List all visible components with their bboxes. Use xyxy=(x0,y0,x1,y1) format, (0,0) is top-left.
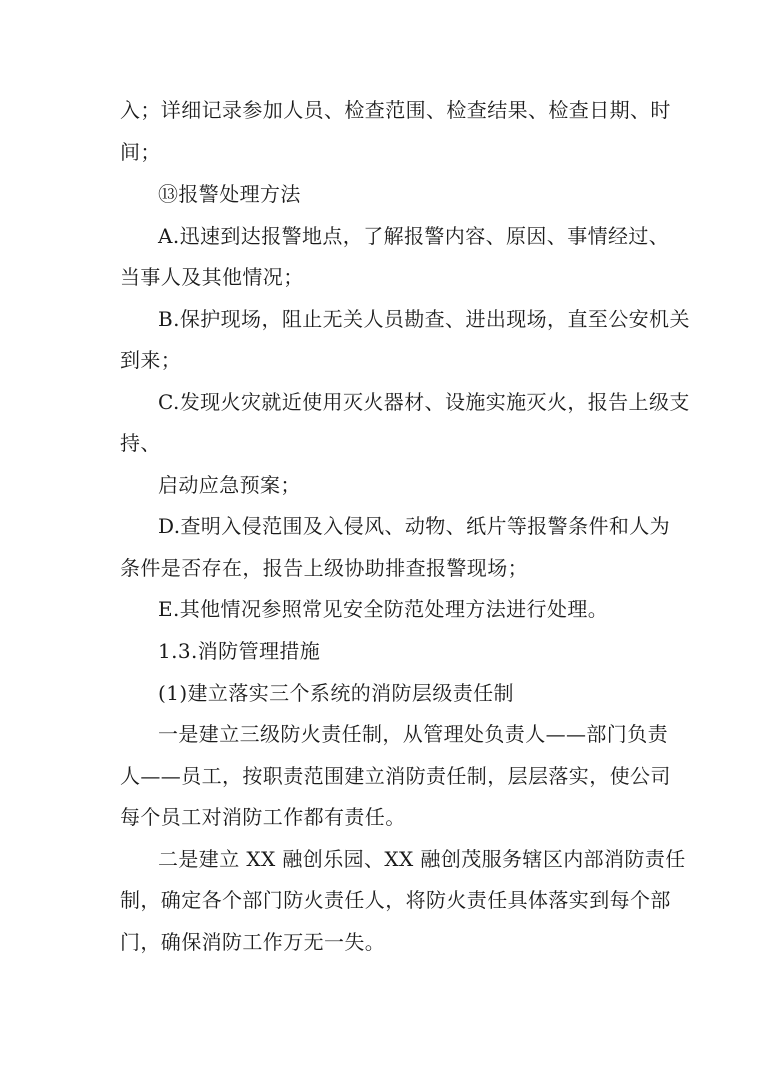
section-heading: 1.3.消防管理措施 xyxy=(158,639,321,663)
text-line: 二是建立 XX 融创乐园、XX 融创茂服务辖区内部消防责任 xyxy=(158,847,686,871)
text-line: 当事人及其他情况； xyxy=(120,265,304,289)
text-line: D.查明入侵范围及入侵风、动物、纸片等报警条件和人为 xyxy=(158,514,671,538)
subsection-heading: (1)建立落实三个系统的消防层级责任制 xyxy=(158,681,514,705)
text-line: 制，确定各个部门防火责任人，将防火责任具体落实到每个部 xyxy=(120,888,671,912)
text-line: 条件是否存在，报告上级协助排查报警现场； xyxy=(120,556,528,580)
text-line: 持、 xyxy=(120,431,161,455)
section-heading: ⑬报警处理方法 xyxy=(158,182,301,206)
text-line: 间； xyxy=(120,140,161,164)
text-line: 入；详细记录参加人员、检查范围、检查结果、检查日期、时 xyxy=(120,98,671,122)
text-line: 每个员工对消防工作都有责任。 xyxy=(120,805,406,829)
text-line: 门，确保消防工作万无一失。 xyxy=(120,930,386,954)
text-line: 人——员工，按职责范围建立消防责任制，层层落实，使公司 xyxy=(120,764,671,788)
text-line: 启动应急预案； xyxy=(158,473,301,497)
text-line: E.其他情况参照常见安全防范处理方法进行处理。 xyxy=(158,597,609,621)
text-line: C.发现火灾就近使用灭火器材、设施实施灭火，报告上级支 xyxy=(158,390,690,414)
text-line: 一是建立三级防火责任制，从管理处负责人——部门负责 xyxy=(158,722,668,746)
text-line: B.保护现场，阻止无关人员勘查、进出现场，直至公安机关 xyxy=(158,307,690,331)
text-line: 到来； xyxy=(120,348,182,372)
text-line: A.迅速到达报警地点，了解报警内容、原因、事情经过、 xyxy=(158,224,670,248)
